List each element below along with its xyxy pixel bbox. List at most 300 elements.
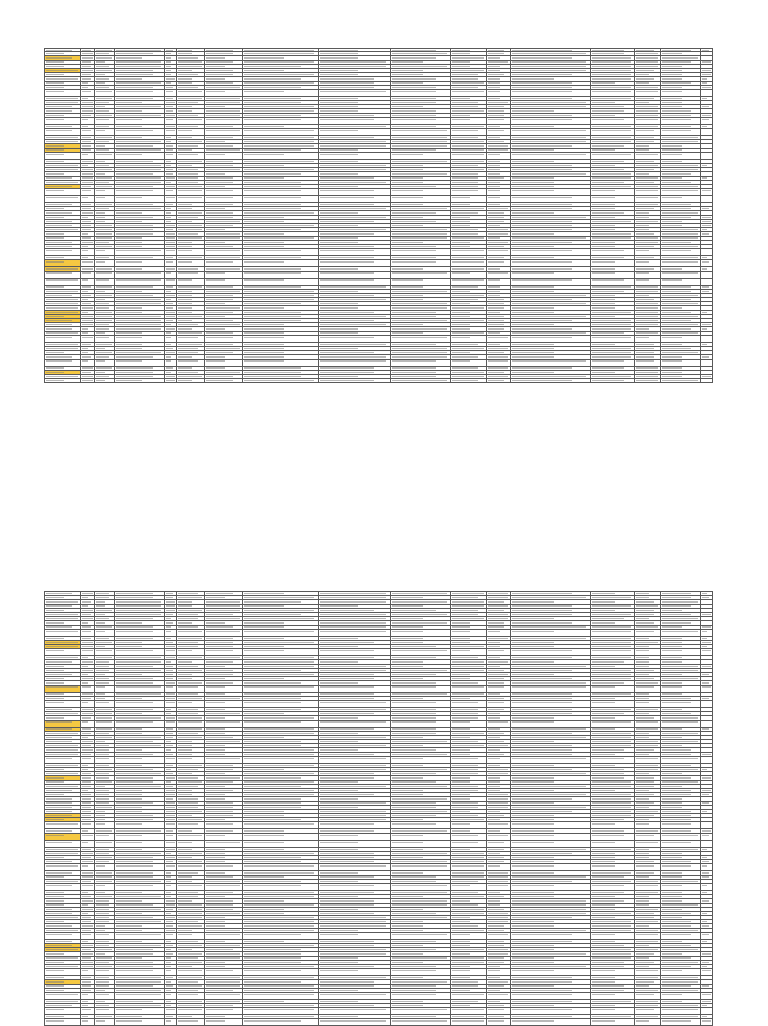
- table-cell: [661, 278, 701, 285]
- cell-text-placeholder: [166, 149, 173, 150]
- cell-text-placeholder: [488, 614, 508, 615]
- cell-text-placeholder: [116, 272, 161, 273]
- table-cell: [487, 685, 511, 692]
- table-cell: [45, 189, 81, 196]
- cell-text-placeholder: [178, 337, 198, 338]
- cell-text-placeholder: [392, 892, 447, 893]
- cell-text-placeholder: [488, 900, 500, 901]
- cell-text-placeholder: [166, 798, 173, 799]
- cell-text-placeholder: [96, 303, 109, 304]
- cell-text-placeholder: [488, 299, 504, 300]
- cell-text-placeholder: [46, 66, 64, 67]
- table-cell: [205, 822, 243, 829]
- table-cell: [511, 629, 591, 636]
- cell-text-placeholder: [452, 337, 470, 338]
- table-cell: [487, 822, 511, 829]
- table-cell: [95, 117, 115, 124]
- cell-text-placeholder: [178, 190, 202, 191]
- cell-text-placeholder: [636, 861, 654, 862]
- cell-text-placeholder: [244, 165, 284, 166]
- cell-text-placeholder: [116, 217, 153, 218]
- table-row: [45, 756, 713, 763]
- cell-text-placeholder: [636, 279, 649, 280]
- cell-text-placeholder: [206, 670, 233, 671]
- cell-text-placeholder: [116, 909, 161, 910]
- cell-text-placeholder: [46, 849, 78, 850]
- cell-text-placeholder: [178, 126, 198, 127]
- cell-text-placeholder: [244, 225, 314, 226]
- cell-text-placeholder: [166, 237, 175, 238]
- table-cell: [391, 700, 451, 707]
- cell-text-placeholder: [392, 337, 447, 338]
- cell-text-placeholder: [206, 646, 233, 647]
- cell-text-placeholder: [592, 702, 615, 703]
- cell-text-placeholder: [592, 925, 631, 926]
- cell-text-placeholder: [96, 622, 105, 623]
- cell-text-placeholder: [320, 597, 386, 598]
- cell-text-placeholder: [82, 597, 88, 598]
- cell-text-placeholder: [82, 102, 93, 103]
- cell-text-placeholder: [452, 352, 470, 353]
- cell-text-placeholder: [636, 885, 658, 886]
- cell-text-placeholder: [452, 126, 484, 127]
- cell-text-placeholder: [452, 790, 478, 791]
- cell-text-placeholder: [662, 646, 682, 647]
- cell-text-placeholder: [178, 291, 192, 292]
- cell-text-placeholder: [512, 741, 554, 742]
- cell-text-placeholder: [166, 765, 173, 766]
- cell-text-placeholder: [636, 745, 658, 746]
- cell-text-placeholder: [452, 614, 478, 615]
- cell-text-placeholder: [392, 646, 436, 647]
- cell-text-placeholder: [636, 53, 658, 54]
- cell-text-placeholder: [46, 299, 78, 300]
- cell-text-placeholder: [96, 745, 109, 746]
- table-cell: [701, 756, 713, 763]
- cell-text-placeholder: [452, 881, 478, 882]
- table-cell: [243, 196, 319, 203]
- table-cell: [319, 720, 391, 727]
- cell-text-placeholder: [96, 74, 105, 75]
- cell-text-placeholder: [662, 786, 682, 787]
- cell-text-placeholder: [166, 781, 171, 782]
- cell-text-placeholder: [178, 221, 192, 222]
- cell-text-placeholder: [206, 605, 240, 606]
- cell-text-placeholder: [178, 666, 198, 667]
- cell-text-placeholder: [166, 861, 173, 862]
- table-cell: [701, 685, 713, 692]
- table-cell: [165, 278, 177, 285]
- cell-text-placeholder: [178, 53, 192, 54]
- cell-text-placeholder: [320, 709, 386, 710]
- cell-text-placeholder: [702, 217, 711, 218]
- cell-text-placeholder: [662, 225, 682, 226]
- cell-text-placeholder: [166, 348, 173, 349]
- cell-text-placeholder: [82, 865, 88, 866]
- cell-text-placeholder: [662, 279, 682, 280]
- cell-text-placeholder: [592, 853, 615, 854]
- cell-text-placeholder: [178, 777, 198, 778]
- cell-text-placeholder: [392, 853, 447, 854]
- cell-text-placeholder: [488, 896, 504, 897]
- cell-text-placeholder: [320, 119, 374, 120]
- cell-text-placeholder: [244, 237, 314, 238]
- cell-text-placeholder: [488, 360, 508, 361]
- cell-text-placeholder: [166, 642, 173, 643]
- table-cell: [205, 249, 243, 256]
- table-cell: [243, 720, 319, 727]
- cell-text-placeholder: [206, 82, 233, 83]
- cell-text-placeholder: [244, 661, 314, 662]
- cell-text-placeholder: [636, 137, 654, 138]
- cell-text-placeholder: [702, 208, 709, 209]
- table-cell: [451, 822, 487, 829]
- cell-text-placeholder: [636, 115, 658, 116]
- cell-text-placeholder: [82, 765, 88, 766]
- cell-text-placeholder: [116, 881, 161, 882]
- cell-text-placeholder: [636, 638, 649, 639]
- cell-text-placeholder: [82, 70, 93, 71]
- table-cell: [243, 833, 319, 840]
- cell-text-placeholder: [46, 137, 78, 138]
- cell-text-placeholder: [636, 161, 654, 162]
- table-cell: [451, 335, 487, 342]
- cell-text-placeholder: [116, 917, 153, 918]
- cell-text-placeholder: [82, 57, 93, 58]
- table-cell: [661, 720, 701, 727]
- cell-text-placeholder: [392, 618, 423, 619]
- cell-text-placeholder: [320, 221, 374, 222]
- cell-text-placeholder: [46, 733, 78, 734]
- table-cell: [177, 756, 205, 763]
- cell-text-placeholder: [116, 50, 161, 51]
- table-cell: [115, 379, 165, 383]
- table-cell: [451, 685, 487, 692]
- cell-text-placeholder: [46, 145, 64, 146]
- cell-text-placeholder: [178, 717, 202, 718]
- cell-text-placeholder: [46, 790, 72, 791]
- cell-text-placeholder: [166, 849, 175, 850]
- cell-text-placeholder: [392, 811, 447, 812]
- cell-text-placeholder: [392, 842, 423, 843]
- cell-text-placeholder: [244, 229, 301, 230]
- cell-text-placeholder: [512, 646, 554, 647]
- cell-text-placeholder: [320, 161, 358, 162]
- cell-text-placeholder: [662, 728, 682, 729]
- cell-text-placeholder: [592, 229, 615, 230]
- table-cell: [81, 260, 95, 267]
- cell-text-placeholder: [392, 693, 447, 694]
- cell-text-placeholder: [206, 91, 225, 92]
- cell-text-placeholder: [46, 758, 72, 759]
- cell-text-placeholder: [244, 332, 284, 333]
- cell-text-placeholder: [320, 204, 374, 205]
- cell-text-placeholder: [46, 376, 78, 377]
- cell-text-placeholder: [512, 721, 554, 722]
- table-cell: [177, 685, 205, 692]
- cell-text-placeholder: [166, 154, 173, 155]
- cell-text-placeholder: [244, 98, 301, 99]
- cell-text-placeholder: [166, 900, 175, 901]
- cell-text-placeholder: [592, 717, 615, 718]
- cell-text-placeholder: [662, 380, 698, 381]
- cell-text-placeholder: [46, 900, 64, 901]
- cell-text-placeholder: [178, 872, 198, 873]
- cell-text-placeholder: [512, 666, 586, 667]
- cell-text-placeholder: [166, 70, 171, 71]
- cell-text-placeholder: [178, 709, 198, 710]
- table-row: [45, 152, 713, 159]
- table-cell: [165, 864, 177, 871]
- table-cell: [243, 379, 319, 383]
- cell-text-placeholder: [206, 597, 225, 598]
- cell-text-placeholder: [206, 892, 233, 893]
- cell-text-placeholder: [636, 291, 658, 292]
- cell-text-placeholder: [96, 221, 105, 222]
- cell-text-placeholder: [392, 682, 436, 683]
- cell-text-placeholder: [392, 717, 436, 718]
- cell-text-placeholder: [592, 212, 624, 213]
- cell-text-placeholder: [392, 229, 447, 230]
- cell-text-placeholder: [702, 631, 707, 632]
- cell-text-placeholder: [166, 631, 171, 632]
- cell-text-placeholder: [512, 853, 572, 854]
- cell-text-placeholder: [702, 794, 709, 795]
- cell-text-placeholder: [636, 876, 649, 877]
- table-row: [45, 359, 713, 366]
- cell-text-placeholder: [82, 307, 93, 308]
- cell-text-placeholder: [702, 286, 709, 287]
- cell-text-placeholder: [178, 892, 198, 893]
- cell-text-placeholder: [512, 865, 554, 866]
- cell-text-placeholder: [320, 896, 358, 897]
- cell-text-placeholder: [244, 74, 314, 75]
- cell-text-placeholder: [512, 233, 554, 234]
- cell-text-placeholder: [96, 686, 105, 687]
- cell-text-placeholder: [488, 678, 504, 679]
- cell-text-placeholder: [392, 246, 436, 247]
- cell-text-placeholder: [244, 186, 301, 187]
- table-cell: [177, 278, 205, 285]
- cell-text-placeholder: [636, 597, 649, 598]
- cell-text-placeholder: [116, 98, 153, 99]
- cell-text-placeholder: [82, 286, 91, 287]
- cell-text-placeholder: [636, 913, 654, 914]
- cell-text-placeholder: [452, 110, 484, 111]
- cell-text-placeholder: [178, 87, 198, 88]
- table-cell: [177, 260, 205, 267]
- cell-text-placeholder: [392, 790, 423, 791]
- cell-text-placeholder: [206, 786, 225, 787]
- cell-text-placeholder: [592, 682, 624, 683]
- cell-text-placeholder: [244, 917, 314, 918]
- cell-text-placeholder: [96, 141, 109, 142]
- cell-text-placeholder: [96, 360, 105, 361]
- cell-text-placeholder: [636, 145, 649, 146]
- cell-text-placeholder: [320, 798, 358, 799]
- cell-text-placeholder: [636, 182, 654, 183]
- cell-text-placeholder: [636, 380, 658, 381]
- cell-text-placeholder: [452, 208, 484, 209]
- cell-text-placeholder: [46, 50, 72, 51]
- table-cell: [319, 700, 391, 707]
- cell-text-placeholder: [166, 61, 171, 62]
- table-cell: [115, 883, 165, 890]
- cell-text-placeholder: [82, 666, 88, 667]
- cell-text-placeholder: [116, 872, 153, 873]
- cell-text-placeholder: [82, 861, 93, 862]
- cell-text-placeholder: [488, 698, 504, 699]
- cell-text-placeholder: [116, 145, 153, 146]
- cell-text-placeholder: [96, 815, 105, 816]
- cell-text-placeholder: [512, 87, 572, 88]
- table-cell: [661, 196, 701, 203]
- cell-text-placeholder: [512, 682, 586, 683]
- cell-text-placeholder: [96, 925, 105, 926]
- table-cell: [81, 379, 95, 383]
- cell-text-placeholder: [96, 737, 112, 738]
- cell-text-placeholder: [320, 149, 358, 150]
- cell-text-placeholder: [244, 678, 284, 679]
- cell-text-placeholder: [452, 657, 478, 658]
- cell-text-placeholder: [96, 618, 109, 619]
- cell-text-placeholder: [96, 257, 109, 258]
- cell-text-placeholder: [46, 811, 72, 812]
- cell-text-placeholder: [166, 830, 173, 831]
- cell-text-placeholder: [166, 82, 171, 83]
- table-cell: [243, 89, 319, 96]
- cell-text-placeholder: [206, 190, 233, 191]
- cell-text-placeholder: [512, 221, 572, 222]
- cell-text-placeholder: [662, 57, 698, 58]
- cell-text-placeholder: [244, 835, 284, 836]
- cell-text-placeholder: [592, 110, 624, 111]
- cell-text-placeholder: [46, 348, 78, 349]
- cell-text-placeholder: [512, 212, 554, 213]
- table-cell: [177, 249, 205, 256]
- cell-text-placeholder: [46, 765, 78, 766]
- cell-text-placeholder: [512, 110, 554, 111]
- cell-text-placeholder: [82, 367, 93, 368]
- cell-text-placeholder: [488, 754, 504, 755]
- cell-text-placeholder: [452, 303, 470, 304]
- cell-text-placeholder: [206, 749, 225, 750]
- cell-text-placeholder: [392, 802, 436, 803]
- cell-text-placeholder: [320, 881, 358, 882]
- cell-text-placeholder: [46, 709, 72, 710]
- cell-text-placeholder: [488, 312, 500, 313]
- cell-text-placeholder: [178, 50, 192, 51]
- table-cell: [635, 883, 661, 890]
- cell-text-placeholder: [178, 737, 202, 738]
- cell-text-placeholder: [488, 57, 500, 58]
- cell-text-placeholder: [178, 307, 192, 308]
- cell-text-placeholder: [702, 754, 711, 755]
- cell-text-placeholder: [206, 702, 225, 703]
- cell-text-placeholder: [320, 246, 374, 247]
- cell-text-placeholder: [206, 614, 233, 615]
- cell-text-placeholder: [320, 360, 386, 361]
- cell-text-placeholder: [592, 106, 624, 107]
- cell-text-placeholder: [206, 356, 225, 357]
- cell-text-placeholder: [82, 316, 93, 317]
- cell-text-placeholder: [244, 233, 284, 234]
- table-cell: [661, 89, 701, 96]
- cell-text-placeholder: [662, 754, 691, 755]
- cell-text-placeholder: [178, 754, 192, 755]
- cell-text-placeholder: [592, 865, 615, 866]
- cell-text-placeholder: [178, 82, 192, 83]
- cell-text-placeholder: [244, 802, 301, 803]
- cell-text-placeholder: [512, 344, 554, 345]
- cell-text-placeholder: [636, 815, 654, 816]
- cell-text-placeholder: [662, 372, 682, 373]
- table-cell: [701, 700, 713, 707]
- cell-text-placeholder: [488, 904, 500, 905]
- cell-text-placeholder: [702, 165, 707, 166]
- cell-text-placeholder: [452, 130, 478, 131]
- cell-text-placeholder: [636, 626, 658, 627]
- cell-text-placeholder: [320, 250, 374, 251]
- cell-text-placeholder: [244, 87, 301, 88]
- cell-text-placeholder: [116, 208, 161, 209]
- cell-text-placeholder: [320, 876, 374, 877]
- cell-text-placeholder: [206, 98, 240, 99]
- table-cell: [487, 249, 511, 256]
- cell-text-placeholder: [178, 217, 198, 218]
- cell-text-placeholder: [512, 376, 586, 377]
- cell-text-placeholder: [592, 78, 631, 79]
- cell-text-placeholder: [662, 82, 691, 83]
- cell-text-placeholder: [244, 61, 314, 62]
- table-cell: [661, 840, 701, 847]
- cell-text-placeholder: [320, 865, 386, 866]
- cell-text-placeholder: [592, 186, 631, 187]
- cell-text-placeholder: [46, 177, 72, 178]
- table-cell: [115, 359, 165, 366]
- table-cell: [451, 629, 487, 636]
- cell-text-placeholder: [702, 642, 711, 643]
- cell-text-placeholder: [166, 53, 171, 54]
- cell-text-placeholder: [662, 87, 682, 88]
- table-cell: [701, 271, 713, 278]
- table-cell: [205, 833, 243, 840]
- cell-text-placeholder: [244, 885, 301, 886]
- cell-text-placeholder: [320, 307, 358, 308]
- cell-text-placeholder: [96, 217, 105, 218]
- cell-text-placeholder: [116, 610, 161, 611]
- cell-text-placeholder: [166, 666, 173, 667]
- cell-text-placeholder: [320, 242, 358, 243]
- cell-text-placeholder: [244, 830, 284, 831]
- cell-text-placeholder: [82, 872, 93, 873]
- table-cell: [81, 864, 95, 871]
- cell-text-placeholder: [392, 332, 423, 333]
- cell-text-placeholder: [244, 896, 314, 897]
- cell-text-placeholder: [206, 161, 233, 162]
- cell-text-placeholder: [488, 78, 500, 79]
- table-cell: [635, 629, 661, 636]
- cell-text-placeholder: [46, 130, 72, 131]
- cell-text-placeholder: [320, 678, 374, 679]
- cell-text-placeholder: [662, 670, 698, 671]
- cell-text-placeholder: [244, 622, 284, 623]
- cell-text-placeholder: [512, 835, 554, 836]
- cell-text-placeholder: [512, 332, 586, 333]
- table-cell: [635, 335, 661, 342]
- cell-text-placeholder: [592, 921, 631, 922]
- cell-text-placeholder: [512, 713, 572, 714]
